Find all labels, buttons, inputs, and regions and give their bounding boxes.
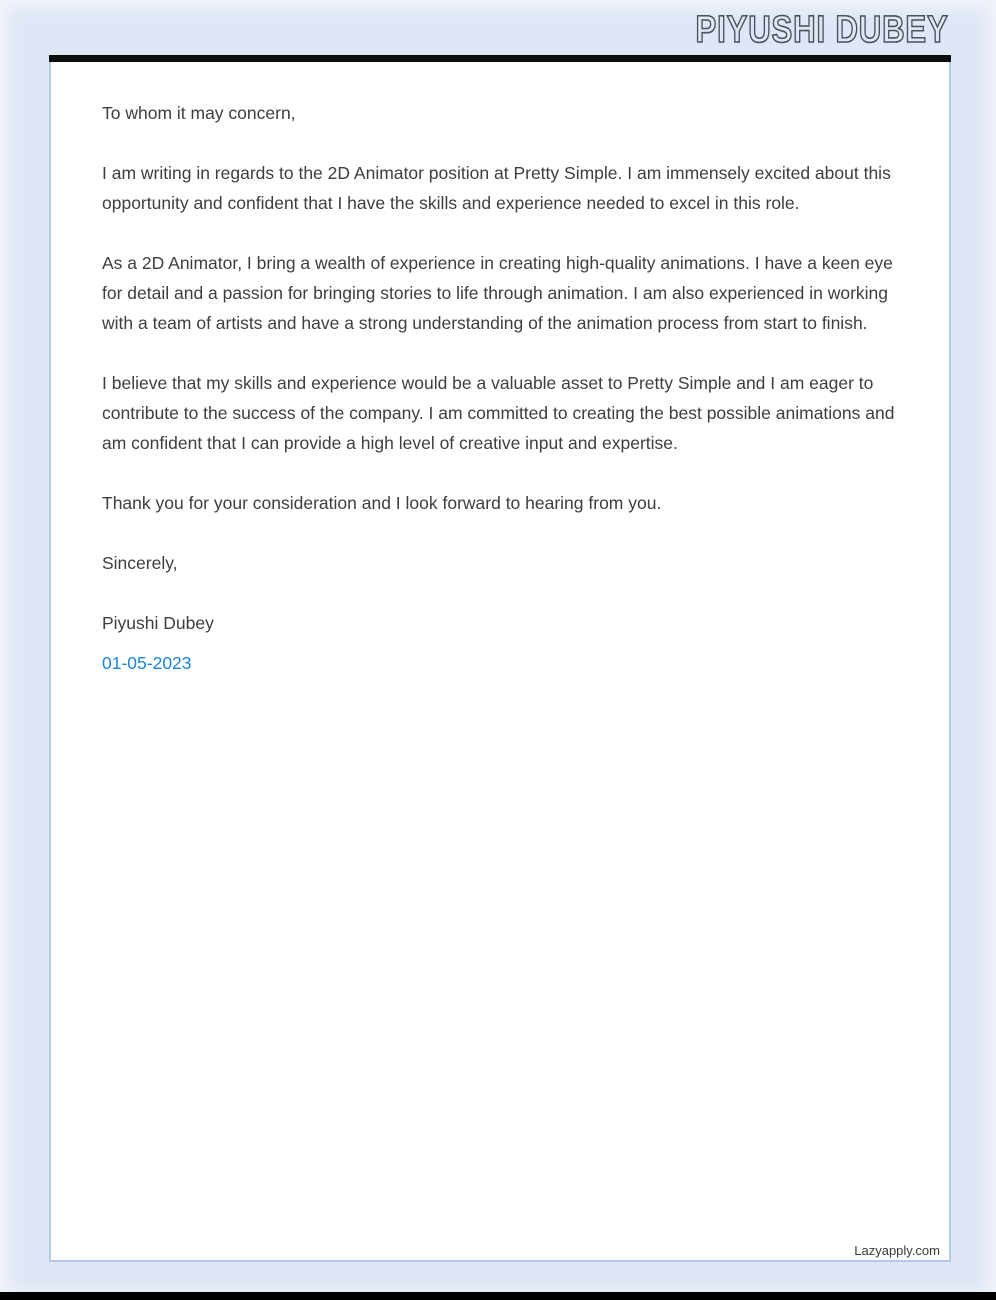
lazyapply-watermark-link[interactable]: Lazyapply.com (854, 1243, 940, 1258)
closing: Sincerely, (102, 553, 178, 573)
top-divider-bar (49, 55, 951, 62)
paragraph-value: I believe that my skills and experience would be a valuable asset to Pretty Simple and I am eager to contribute to the success of the company. I am committed to creating the best possible animations and am confident that I can provide a high level of creative input and expertise. (102, 373, 895, 453)
letter-date[interactable]: 01-05-2023 (102, 653, 192, 673)
bottom-edge-bar (0, 1292, 996, 1300)
letter-body (51, 62, 949, 678)
letter-page (49, 62, 951, 1262)
applicant-name-header: PIYUSHI DUBEY (695, 9, 949, 51)
signature-name: Piyushi Dubey (102, 613, 214, 633)
paragraph-thanks: Thank you for your consideration and I look forward to hearing from you. (102, 493, 662, 513)
paragraph-intro: I am writing in regards to the 2D Animator position at Pretty Simple. I am immensely excited about this opportunity and confident that I have the skills and experience needed to excel in this role. (102, 163, 891, 213)
paragraph-experience: As a 2D Animator, I bring a wealth of experience in creating high-quality animations. I have a keen eye for detail and a passion for bringing stories to life through animation. I am also experienced in working with a team of artists and have a strong understanding of the animation process from start to finish. (102, 253, 893, 333)
salutation: To whom it may concern, (102, 103, 296, 123)
